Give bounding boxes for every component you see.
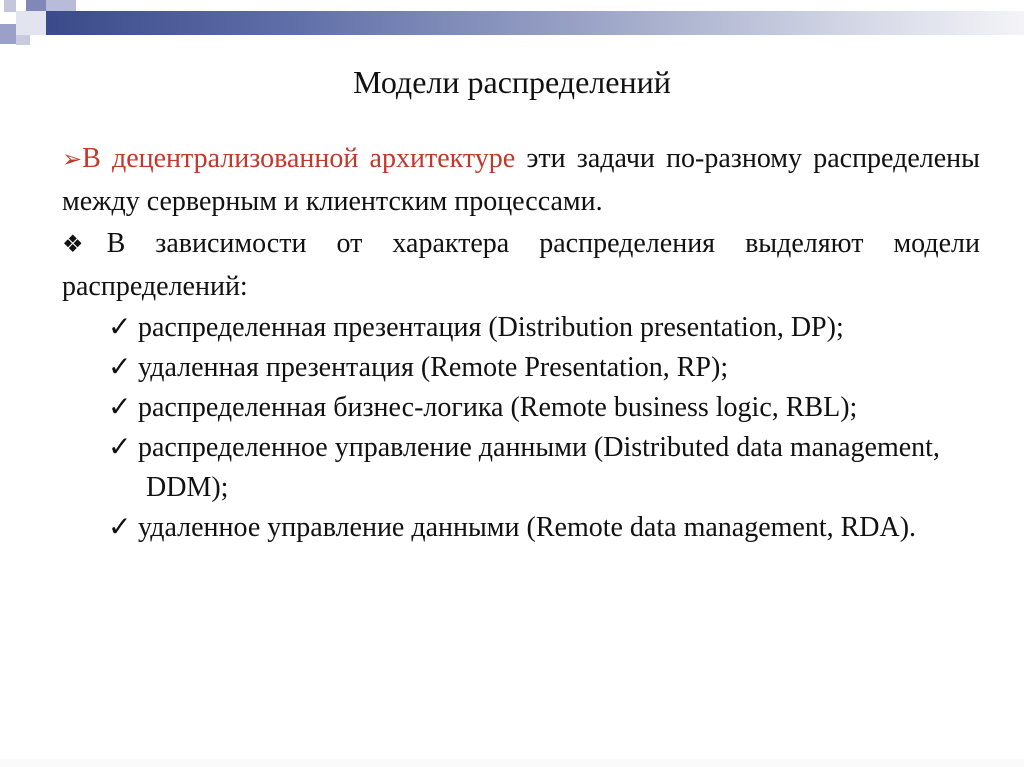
models-list <box>62 308 980 548</box>
list-item <box>62 508 946 548</box>
decor-square <box>0 24 16 44</box>
decor-square <box>16 11 46 35</box>
list-item <box>62 308 946 348</box>
decor-square <box>16 35 30 45</box>
slide-title: Модели распределений <box>353 64 671 100</box>
gradient-bar <box>46 11 1024 35</box>
list-item-text: распределенная бизнес-логика (Remote business logic, RBL); <box>138 392 858 423</box>
bottom-edge <box>0 759 1024 767</box>
highlight-text: В децентрализованной архитектуре <box>82 143 516 174</box>
decor-square <box>46 0 76 11</box>
decor-square <box>26 0 46 11</box>
paragraph-decentralized <box>62 138 980 223</box>
paragraph-text: В зависимости от характера распределения выделяют модели распределений: <box>62 228 981 302</box>
list-item-text: распределенная презентация (Distribution presentation, DP); <box>138 312 844 343</box>
checkmark-icon: ✓ <box>108 512 132 543</box>
slide-body <box>62 138 980 548</box>
list-item-text: удаленная презентация (Remote Presentation, RP); <box>138 352 729 383</box>
header-decoration <box>0 0 1024 60</box>
list-item-text: распределенное управление данными (Distributed data management, DDM); <box>138 432 940 503</box>
list-item <box>62 388 946 428</box>
checkmark-icon: ✓ <box>108 432 132 463</box>
list-item <box>62 428 946 508</box>
checkmark-icon: ✓ <box>108 352 132 383</box>
arrow-bullet-icon: ➢ <box>62 147 83 173</box>
paragraph-text: эти задачи по-разному распределены между серверным и клиентским процессами. <box>62 143 980 217</box>
list-item-text: удаленное управление данными (Remote data management, RDA). <box>138 512 917 543</box>
decor-square <box>4 0 16 12</box>
checkmark-icon: ✓ <box>108 312 132 343</box>
paragraph-models-intro <box>62 223 980 308</box>
diamond-bullet-icon: ❖ <box>62 232 107 258</box>
list-item <box>62 348 946 388</box>
checkmark-icon: ✓ <box>108 392 132 423</box>
